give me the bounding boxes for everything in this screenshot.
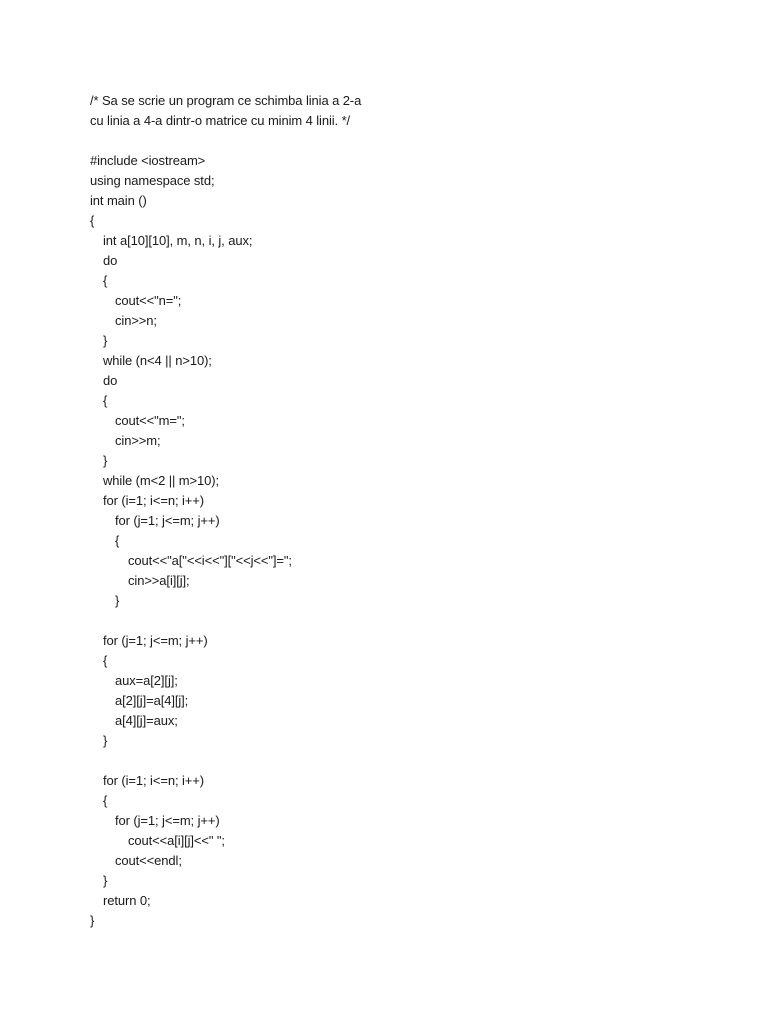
code-line: while (n<4 || n>10); xyxy=(103,353,212,368)
code-line: { xyxy=(103,393,108,408)
code-line: cout<<"a["<<i<<"]["<<j<<"]="; xyxy=(128,553,292,568)
code-line: { xyxy=(90,213,95,228)
code-line: cout<<"m="; xyxy=(115,413,185,428)
code-line: for (i=1; i<=n; i++) xyxy=(103,493,204,508)
code-line: a[4][j]=aux; xyxy=(115,713,178,728)
code-line: while (m<2 || m>10); xyxy=(103,473,220,488)
code-line: } xyxy=(103,733,108,748)
code-line: do xyxy=(103,253,118,268)
comment-line-2: cu linia a 4-a dintr-o matrice cu minim 4 linii. */ xyxy=(90,113,351,128)
code-line: for (j=1; j<=m; j++) xyxy=(115,813,220,828)
code-line: } xyxy=(115,593,120,608)
code-line: aux=a[2][j]; xyxy=(115,673,178,688)
code-line: for (i=1; i<=n; i++) xyxy=(103,773,204,788)
code-line: } xyxy=(90,913,95,928)
code-line: { xyxy=(103,653,108,668)
code-line: int a[10][10], m, n, i, j, aux; xyxy=(103,233,253,248)
code-line: for (j=1; j<=m; j++) xyxy=(103,633,208,648)
blank-line xyxy=(90,751,730,771)
code-line: return 0; xyxy=(103,893,151,908)
code-line: } xyxy=(103,453,108,468)
blank-line xyxy=(90,611,730,631)
code-line: do xyxy=(103,373,118,388)
code-line: { xyxy=(103,273,108,288)
code-line: { xyxy=(103,793,108,808)
code-line: a[2][j]=a[4][j]; xyxy=(115,693,189,708)
code-line: cout<<endl; xyxy=(115,853,182,868)
code-line: for (j=1; j<=m; j++) xyxy=(115,513,220,528)
code-document xyxy=(90,91,730,931)
code-line: using namespace std; xyxy=(90,173,215,188)
code-line: cin>>n; xyxy=(115,313,157,328)
code-line: } xyxy=(103,873,108,888)
code-line: cin>>a[i][j]; xyxy=(128,573,190,588)
code-line: } xyxy=(103,333,108,348)
code-line: cout<<"n="; xyxy=(115,293,182,308)
code-line: #include <iostream> xyxy=(90,153,206,168)
blank-line xyxy=(90,131,730,151)
comment-line-1: /* Sa se scrie un program ce schimba linia a 2-a xyxy=(90,93,362,108)
code-line: cin>>m; xyxy=(115,433,161,448)
code-line: int main () xyxy=(90,193,147,208)
code-line: cout<<a[i][j]<<" "; xyxy=(128,833,225,848)
code-line: { xyxy=(115,533,120,548)
